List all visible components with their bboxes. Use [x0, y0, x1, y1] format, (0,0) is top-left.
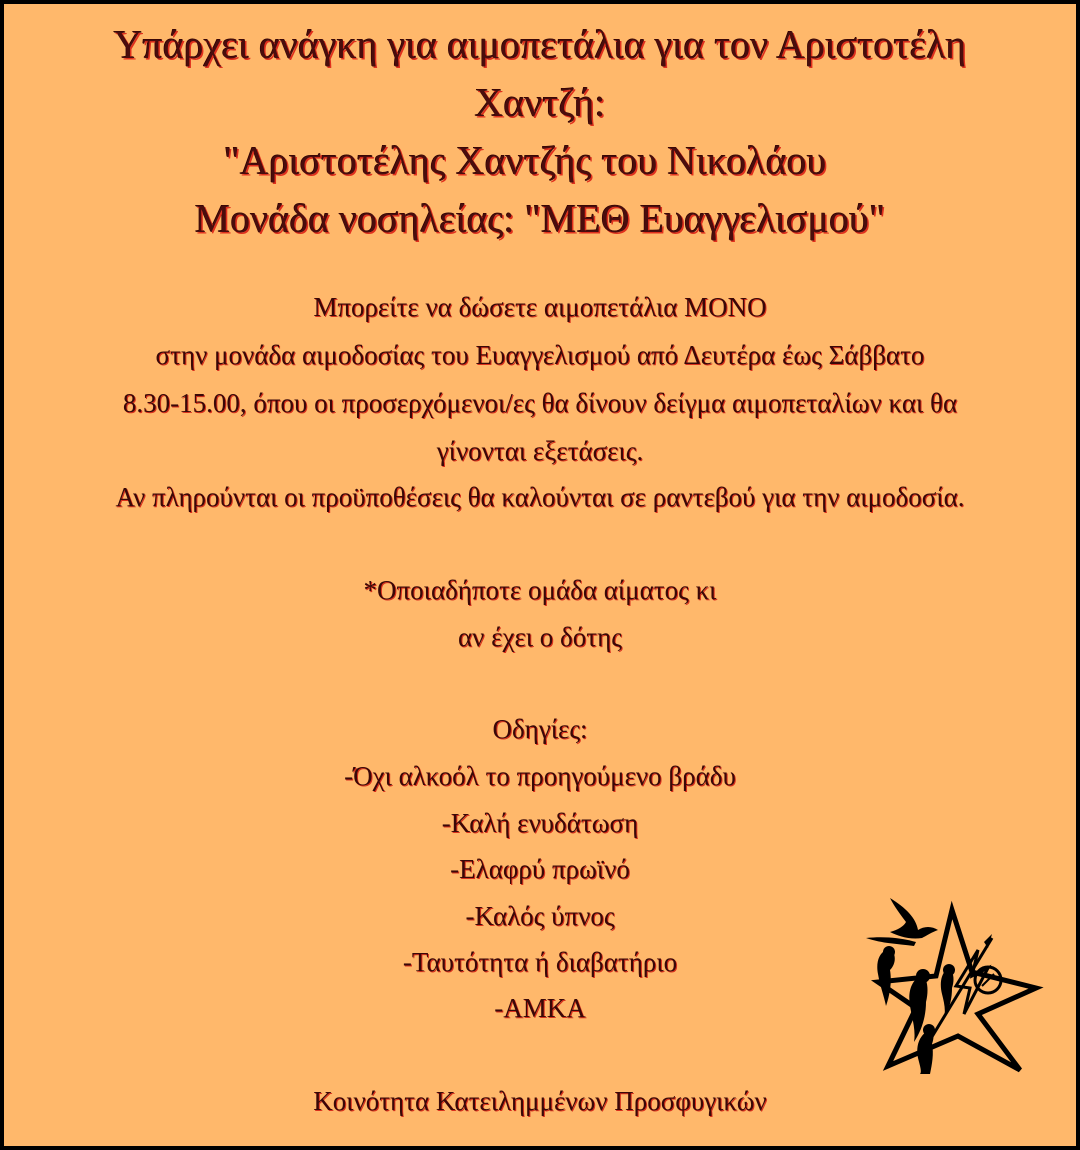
footer-signature: Κοινότητα Κατειλημμένων Προσφυγικών: [313, 1086, 767, 1116]
info-line-2: στην μονάδα αιμοδοσίας του Ευαγγελισμού από Δευτέρα έως Σάββατο: [155, 340, 925, 370]
info-line-4: γίνονται εξετάσεις.: [436, 436, 644, 466]
title-line-4: Μονάδα νοσηλείας: "ΜΕΘ Ευαγγελισμού": [194, 196, 886, 241]
info-line-1: Μπορείτε να δώσετε αιμοπετάλια ΜΟΝΟ: [313, 292, 767, 322]
poster: [4, 4, 1076, 1146]
info-line-5: Αν πληρούνται οι προϋποθέσεις θα καλούνται σε ραντεβού για την αιμοδοσία.: [115, 482, 965, 512]
note-line-1: *Οποιαδήποτε ομάδα αίματος κι: [363, 575, 717, 605]
instruction-item: -Καλή ενυδάτωση: [441, 808, 639, 838]
instructions-heading: Οδηγίες:: [492, 714, 588, 744]
instruction-item: -Καλός ύπνος: [465, 901, 615, 931]
star-with-birds-icon: [860, 890, 1044, 1074]
instruction-item: -Ταυτότητα ή διαβατήριο: [402, 947, 678, 977]
instruction-item: -Όχι αλκοόλ το προηγούμενο βράδυ: [344, 761, 736, 791]
instruction-item: -Ελαφρύ πρωϊνό: [450, 854, 630, 884]
instruction-item: -ΑΜΚΑ: [494, 993, 586, 1023]
title-line-3: "Αριστοτέλης Χαντζής του Νικολάου: [223, 138, 827, 183]
title-line-1: Υπάρχει ανάγκη για αιμοπετάλια για τον Αριστοτέλη: [113, 22, 967, 67]
info-line-3: 8.30-15.00, όπου οι προσερχόμενοι/ες θα δίνουν δείγμα αιμοπεταλίων και θα: [122, 388, 958, 418]
note-line-2: αν έχει ο δότης: [458, 622, 622, 652]
title-line-2: Χαντζή:: [474, 80, 606, 125]
